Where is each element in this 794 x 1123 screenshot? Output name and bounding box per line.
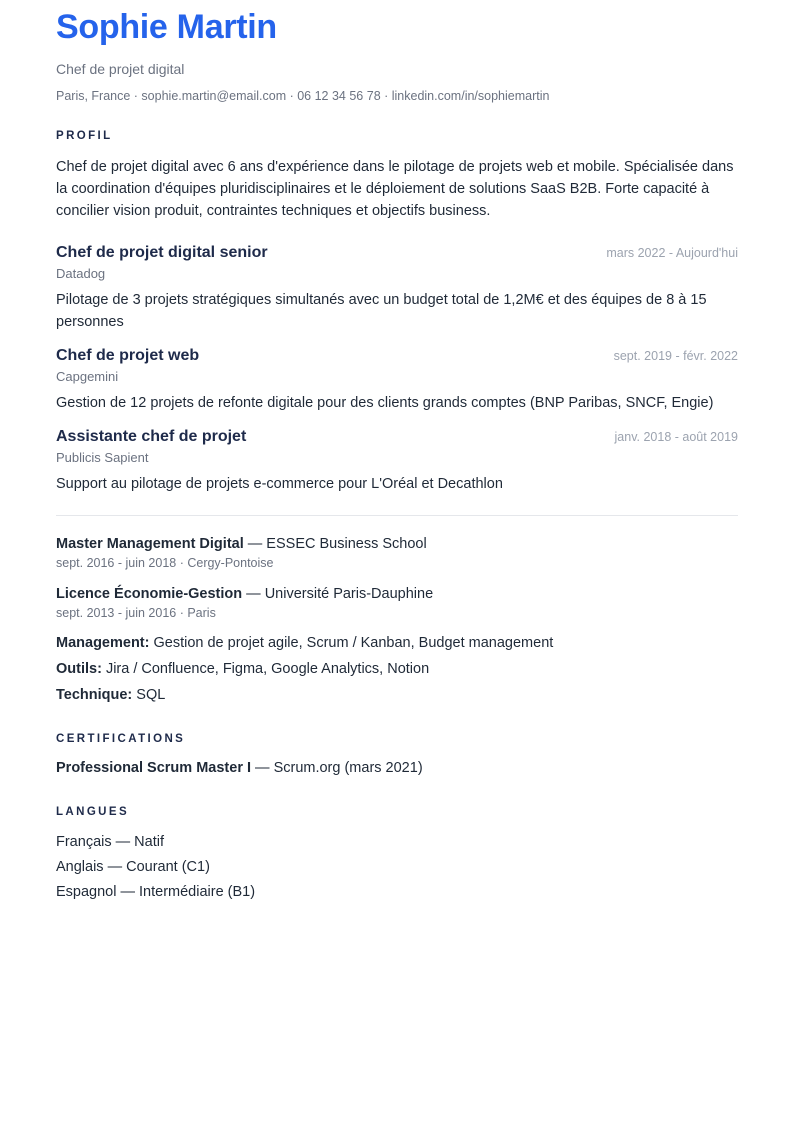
languages-list xyxy=(56,832,738,902)
language-item: Anglais — Courant (C1) xyxy=(56,859,210,875)
certification-issuer: — Scrum.org (mars 2021) xyxy=(251,760,423,776)
skill-value: Gestion de projet agile, Scrum / Kanban, Budget management xyxy=(149,635,554,651)
skill-value: SQL xyxy=(132,687,166,703)
job-company: Publicis Sapient xyxy=(56,450,149,465)
job-dates: sept. 2019 - févr. 2022 xyxy=(613,349,738,363)
job-title: Chef de projet digital senior xyxy=(56,244,268,261)
skill-label: Technique: xyxy=(56,687,133,703)
education-school: — Université Paris-Dauphine xyxy=(242,586,434,602)
job-company: Datadog xyxy=(56,266,106,281)
job-title: Chef de projet web xyxy=(56,347,200,364)
job-company: Capgemini xyxy=(56,369,119,384)
education-degree: Licence Économie-Gestion xyxy=(56,586,243,602)
certification-name: Professional Scrum Master I xyxy=(56,760,252,776)
language-item: Français — Natif xyxy=(56,834,164,850)
experience-item xyxy=(56,426,738,495)
education-item xyxy=(56,584,738,621)
skill-line xyxy=(56,633,738,653)
skill-line xyxy=(56,659,738,679)
skill-label: Outils: xyxy=(56,661,102,677)
section-title-languages: LANGUES xyxy=(56,806,130,818)
education-school: — ESSEC Business School xyxy=(243,536,427,552)
job-dates: janv. 2018 - août 2019 xyxy=(614,430,738,444)
skill-value: Jira / Confluence, Figma, Google Analytics, Notion xyxy=(101,661,430,677)
section-title-certifications: CERTIFICATIONS xyxy=(56,733,186,745)
education-section xyxy=(56,534,738,621)
job-dates: mars 2022 - Aujourd'hui xyxy=(606,246,738,260)
section-title-profile: PROFIL xyxy=(56,130,113,142)
profile-summary: Chef de projet digital avec 6 ans d'expérience dans le pilotage de projets web et mobile. Spécialisée dans la coordination d'équipes pluridisciplinaires et le déploiement de solutions SaaS B2B. Forte capacité à concilier vision produit, contraintes techniques et objectifs business. xyxy=(56,159,734,219)
education-item xyxy=(56,534,738,571)
experience-item xyxy=(56,242,738,333)
education-degree: Master Management Digital xyxy=(56,536,244,552)
contact-line: Paris, France · sophie.martin@email.com · 06 12 34 56 78 · linkedin.com/in/sophiemartin xyxy=(56,89,550,103)
education-details: sept. 2016 - juin 2018 · Cergy-Pontoise xyxy=(56,556,274,570)
job-description: Support au pilotage de projets e-commerce pour L'Oréal et Decathlon xyxy=(56,476,503,492)
candidate-headline: Chef de projet digital xyxy=(56,61,185,77)
experience-item xyxy=(56,345,738,414)
skills-section xyxy=(56,633,738,705)
job-description: Pilotage de 3 projets stratégiques simultanés avec un budget total de 1,2M€ et des équipes de 8 à 15 personnes xyxy=(56,292,707,330)
skill-label: Management: xyxy=(56,635,150,651)
candidate-name: Sophie Martin xyxy=(56,8,277,46)
section-divider xyxy=(56,515,738,516)
skill-line xyxy=(56,685,738,705)
job-title: Assistante chef de projet xyxy=(56,428,247,445)
language-item: Espagnol — Intermédiaire (B1) xyxy=(56,884,256,900)
certification-item xyxy=(56,758,738,778)
education-details: sept. 2013 - juin 2016 · Paris xyxy=(56,606,216,620)
job-description: Gestion de 12 projets de refonte digitale pour des clients grands comptes (BNP Paribas, SNCF, Engie) xyxy=(56,395,714,411)
experience-section xyxy=(56,242,738,495)
